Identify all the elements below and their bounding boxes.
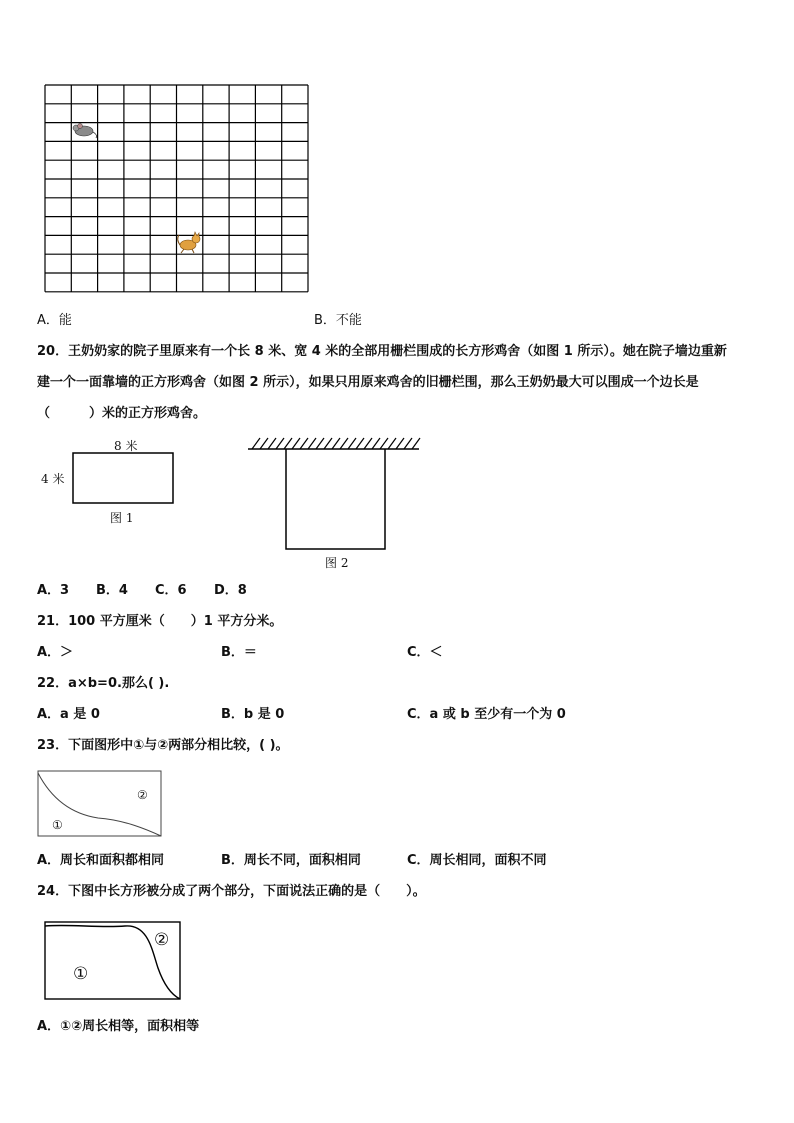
fig1-caption: 图 1 bbox=[110, 511, 134, 525]
q23-stem: 23．下面图形中①与②两部分相比较，( )。 bbox=[37, 738, 289, 753]
q21-option-c[interactable]: C．＜ bbox=[407, 645, 443, 660]
q20-stem-line2: 建一个一面靠墙的正方形鸡舍（如图 2 所示），如果只用原来鸡舍的旧栅栏围，那么王奶奶最大可以围成一个边长是 bbox=[37, 375, 699, 390]
q22-stem: 22．a×b=0.那么( ). bbox=[37, 676, 170, 691]
q24-stem: 24．下图中长方形被分成了两个部分，下面说法正确的是（ ）。 bbox=[37, 884, 426, 899]
q22-option-a[interactable]: A．a 是 0 bbox=[37, 707, 100, 722]
q24-option-a[interactable]: A．①②周长相等，面积相等 bbox=[37, 1019, 200, 1034]
q23-option-b[interactable]: B．周长不同，面积相同 bbox=[221, 853, 361, 868]
q24-region-2: ② bbox=[154, 930, 170, 950]
q21-stem: 21．100 平方厘米（ ）1 平方分米。 bbox=[37, 614, 283, 629]
q20-option-a[interactable]: A．3 bbox=[37, 583, 70, 598]
q20-option-d[interactable]: D．8 bbox=[214, 583, 247, 598]
q20-stem-line3: （ ）米的正方形鸡舍。 bbox=[37, 406, 207, 421]
q20-option-c[interactable]: C．6 bbox=[155, 583, 187, 598]
q24-region-1: ① bbox=[73, 964, 89, 984]
fig2-caption: 图 2 bbox=[325, 556, 349, 570]
q23-option-a[interactable]: A．周长和面积都相同 bbox=[37, 853, 165, 868]
q22-option-b[interactable]: B．b 是 0 bbox=[221, 707, 285, 722]
q21-option-b[interactable]: B．＝ bbox=[221, 645, 257, 660]
fig1-width-label: 8 米 bbox=[114, 439, 138, 453]
q19-option-a[interactable]: A．能 bbox=[37, 313, 72, 328]
fig1-height-label: 4 米 bbox=[41, 472, 65, 486]
q20-stem-line1: 20．王奶奶家的院子里原来有一个长 8 米、宽 4 米的全部用栅栏围成的长方形鸡舍（如图 1 所示）。她在院子墙边重新 bbox=[37, 344, 727, 359]
q23-region-2: ② bbox=[137, 788, 148, 802]
q19-option-b[interactable]: B．不能 bbox=[314, 313, 362, 328]
q23-region-1: ① bbox=[52, 818, 63, 832]
q23-option-c[interactable]: C．周长相同，面积不同 bbox=[407, 853, 547, 868]
q20-option-b[interactable]: B．4 bbox=[96, 583, 128, 598]
q22-option-c[interactable]: C．a 或 b 至少有一个为 0 bbox=[407, 707, 566, 722]
q21-option-a[interactable]: A．＞ bbox=[37, 645, 74, 660]
